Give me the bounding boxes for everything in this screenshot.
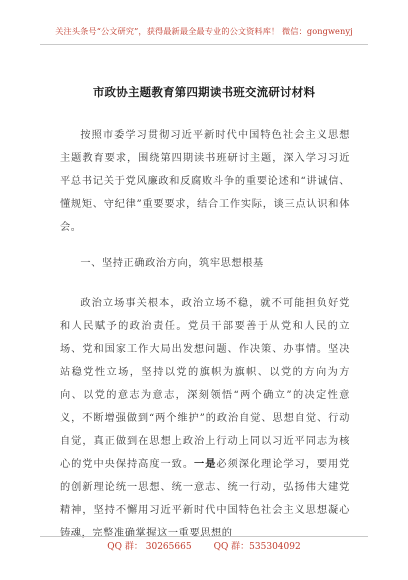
header-banner: 关注头条号“公文研究”，获得最新最全最专业的公文资料库！ 微信：gongwenyj bbox=[55, 26, 353, 36]
intro-paragraph: 按照市委学习贯彻习近平新时代中国特色社会主义思想主题教育要求，围绕第四期读书班研讨主题，深入学习习近平总书记关于党风廉政和反腐败斗争的重要论述和“讲诚信、懂规矩、守纪律”重要要求，结合工作实际，谈三点认识和体会。 bbox=[60, 130, 350, 233]
paragraph-2-text-b: 必须深化理论学习，要用党的创新理论统一思想、统一意志、统一行动，弘扬伟大建党精神，坚持不懈用习近平新时代中国特色社会主义思想凝心铸魂，完整准确掌握这一重要思想的 bbox=[60, 459, 351, 539]
footer bbox=[0, 539, 408, 552]
body-paragraph-2 bbox=[60, 292, 350, 545]
footer-qq-group-1: QQ 群： 30265665 bbox=[107, 542, 192, 552]
header-divider bbox=[40, 44, 368, 45]
section-heading-1: 一、坚持正确政治方向，筑牢思想根基 bbox=[80, 258, 264, 269]
footer-divider bbox=[40, 536, 368, 537]
paragraph-2-text-a: 政治立场事关根本，政治立场不稳，就不可能担负好党和人民赋予的政治责任。党员干部要善于从党和人民的立场、党和国家工作大局出发想问题、作决策、办事情。坚决站稳党性立场，坚持以党的旗帜为旗帜、以党的方向为方向、以党的意志为意志，深刻领悟“两个确立”的决定性意义，不断增强做到“两个维护”的政治自觉、思想自觉、行动自觉，真正做到在思想上政治上行动上同以习近平同志为核心的党中央保持高度一致。 bbox=[60, 298, 350, 470]
paragraph-2-emphasis: 一是 bbox=[194, 458, 217, 470]
footer-qq-group-2: QQ 群：535304092 bbox=[213, 542, 301, 552]
document-title: 市政协主题教育第四期读书班交流研讨材料 bbox=[92, 85, 316, 99]
